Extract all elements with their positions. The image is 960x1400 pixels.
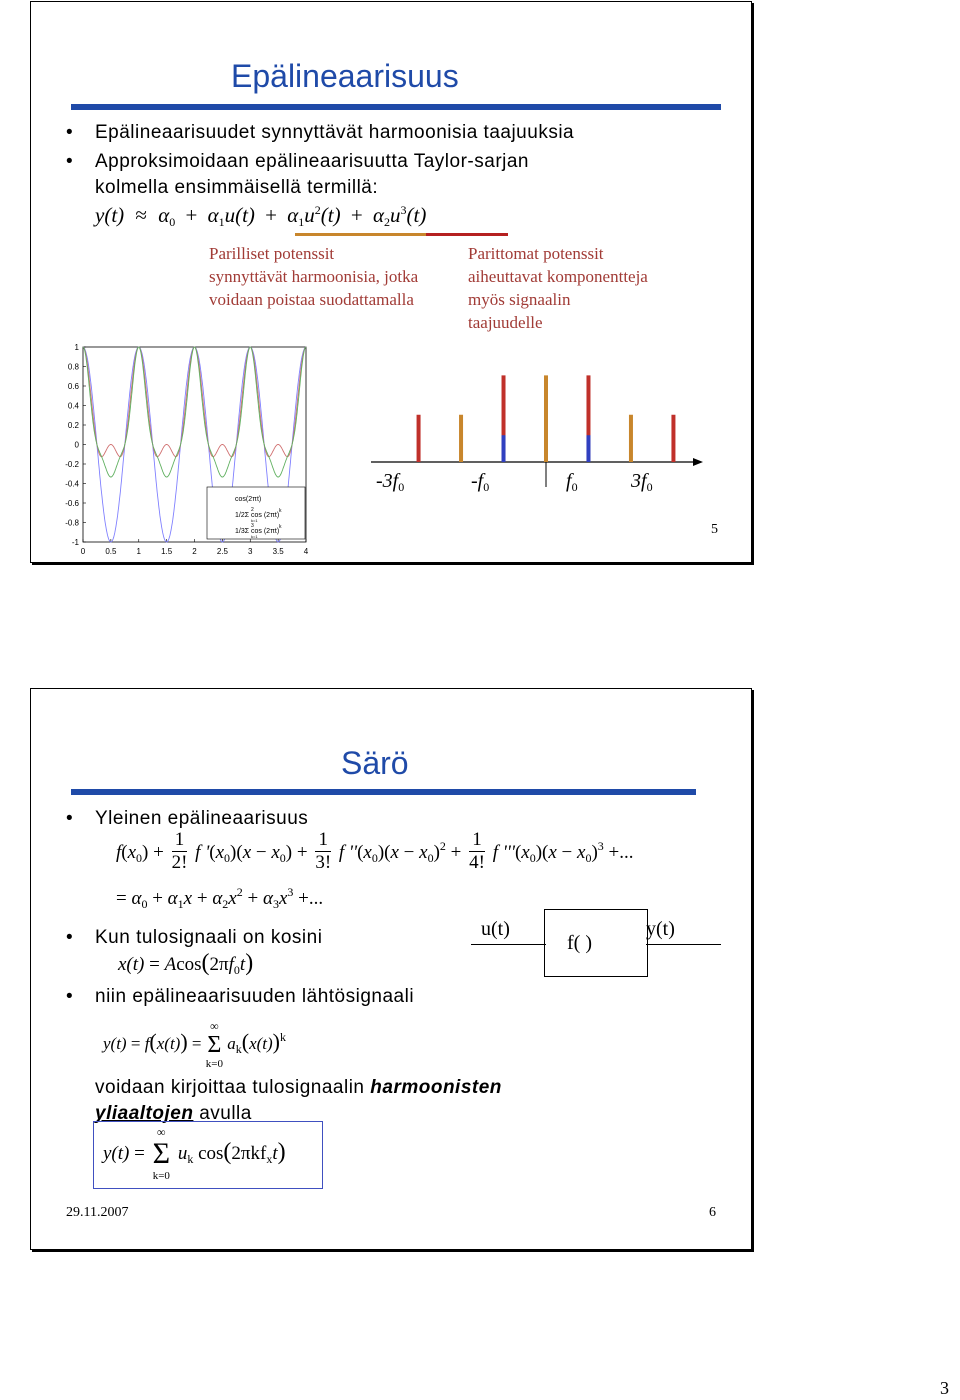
y-tick-label: 1	[74, 343, 79, 352]
bullet-dot: •	[66, 122, 74, 143]
nonlinearity-block: f( )	[544, 909, 648, 977]
even-terms-underline	[295, 233, 433, 236]
axis-arrowhead	[693, 458, 703, 466]
block-output-arrow	[646, 944, 721, 945]
cosine-input-equation: $x(t) = Acos(2\pi f_0t)$	[118, 950, 254, 977]
output-series-equation: y(t) = f(x(t)) = ∞ Σ k=0 $a_k(x(t))^k$	[103, 1019, 286, 1070]
legend-entry-3: 1/3Σ cos (2πt)	[235, 528, 280, 535]
page-number: 6	[709, 1205, 716, 1220]
y-tick-label: -0.6	[65, 499, 79, 508]
spectrum-labels	[331, 470, 711, 500]
taylor-approximation: $y(t) \approx \alpha_0 + \alpha_1u(t) + \alpha_1u^2(t) + \alpha_2u^3(t)$	[95, 203, 427, 229]
x-tick-label: 0.5	[105, 547, 117, 556]
y-tick-label: 0	[74, 440, 79, 450]
page-number: 5	[711, 522, 718, 537]
bullet-text-line-1: Approksimoidaan epälineaarisuutta Taylor-sarjan	[95, 151, 529, 172]
legend-sup: k	[279, 508, 282, 514]
x-tick-label: 0	[80, 547, 86, 556]
bullet-general-nonlinearity: • Yleinen epälineaarisuus	[66, 808, 309, 829]
x-tick-label: 4	[303, 547, 309, 556]
freq-label-minus-3f0: $-3f_0$	[376, 470, 405, 494]
title-rule	[71, 789, 696, 795]
slide-title: Särö	[341, 745, 409, 781]
block-output-label: y(t)	[646, 918, 675, 940]
bullet-1	[66, 120, 575, 146]
x-tick-label: 2.5	[216, 547, 228, 556]
block-input-arrow	[471, 944, 546, 945]
block-input-label: u(t)	[481, 918, 510, 940]
bullet-2	[66, 149, 529, 201]
legend-sup: 2	[251, 507, 254, 513]
bullet-dot: •	[66, 151, 74, 172]
freq-label-minus-f0: $-f_0$	[471, 470, 490, 494]
bullet-output-signal: • niin epälineaarisuuden lähtösignaali	[66, 986, 415, 1007]
legend-sub: k=1	[251, 518, 258, 523]
legend-sup: 3	[251, 523, 254, 529]
y-tick-label: 0.2	[67, 421, 79, 430]
slide-title: Epälineaarisuus	[231, 58, 459, 94]
y-tick-label: -1	[71, 538, 79, 547]
slide-1	[30, 1, 752, 563]
y-tick-label: -0.8	[65, 518, 79, 528]
freq-label-f0: $f_0$	[566, 470, 578, 494]
freq-label-3f0: $3f_0$	[631, 470, 653, 494]
slide-2	[30, 688, 752, 1250]
bullet-text: Epälineaarisuudet synnyttävät harmoonisia taajuuksia	[95, 122, 575, 143]
bullet-text-line-2: kolmella ensimmäisellä termillä:	[95, 177, 379, 198]
y-tick-label: -0.4	[65, 479, 79, 489]
y-tick-label: 0.8	[67, 362, 79, 372]
y-tick-label: 0.6	[67, 382, 79, 391]
bullet-cosine-input: • Kun tulosignaali on kosini	[66, 927, 323, 948]
x-tick-label: 3	[248, 547, 253, 556]
taylor-series-line-1: $f(x_0)$ + $\frac{1}{2!}$ f '$(x_0)(x - x_0)$ + $\frac{1}{3!}$ f ''$(x_0)(x - x_0)^2$ + $\frac{1}{4!}$ f '''$(x_0)(x - x_0)^3$ +...	[116, 829, 634, 873]
waveform-plot	[31, 337, 321, 562]
x-tick-label: 3.5	[272, 547, 284, 556]
final-harmonic-equation: y(t) = ∞ Σ k=0 $u_k$ cos(2πkf$_x$t)	[103, 1125, 286, 1182]
document-page-number: 3	[940, 1378, 949, 1398]
odd-terms-underline	[426, 233, 508, 236]
odd-powers-note: Parittomat potenssit aiheuttavat komponentteja myös signaalin taajuudelle	[468, 244, 648, 332]
slide-date: 29.11.2007	[66, 1205, 129, 1220]
x-tick-label: 2	[192, 547, 197, 556]
series-line-3	[83, 347, 306, 477]
x-tick-label: 1.5	[161, 547, 173, 556]
y-tick-label: 0.4	[67, 401, 79, 411]
legend-entry-2: 1/2Σ cos (2πt)	[235, 512, 280, 519]
legend-entry-1: cos(2πt)	[235, 496, 262, 503]
title-rule	[71, 104, 721, 110]
even-powers-note: Parilliset potenssit synnyttävät harmoonisia, jotka voidaan poistaa suodattamalla	[209, 244, 419, 309]
series-line-2	[83, 347, 306, 457]
harmonics-text: voidaan kirjoittaa tulosignaalin harmoonisten yliaaltojen avulla	[95, 1077, 502, 1124]
legend-sub: k=1	[251, 534, 258, 539]
x-tick-label: 1	[136, 547, 141, 556]
taylor-series-line-2: = $\alpha_0 + \alpha_1x + \alpha_2x^2 + \alpha_3x^3$ +...	[116, 885, 324, 911]
y-tick-label: -0.2	[65, 460, 79, 469]
legend-sup: k	[279, 524, 282, 530]
